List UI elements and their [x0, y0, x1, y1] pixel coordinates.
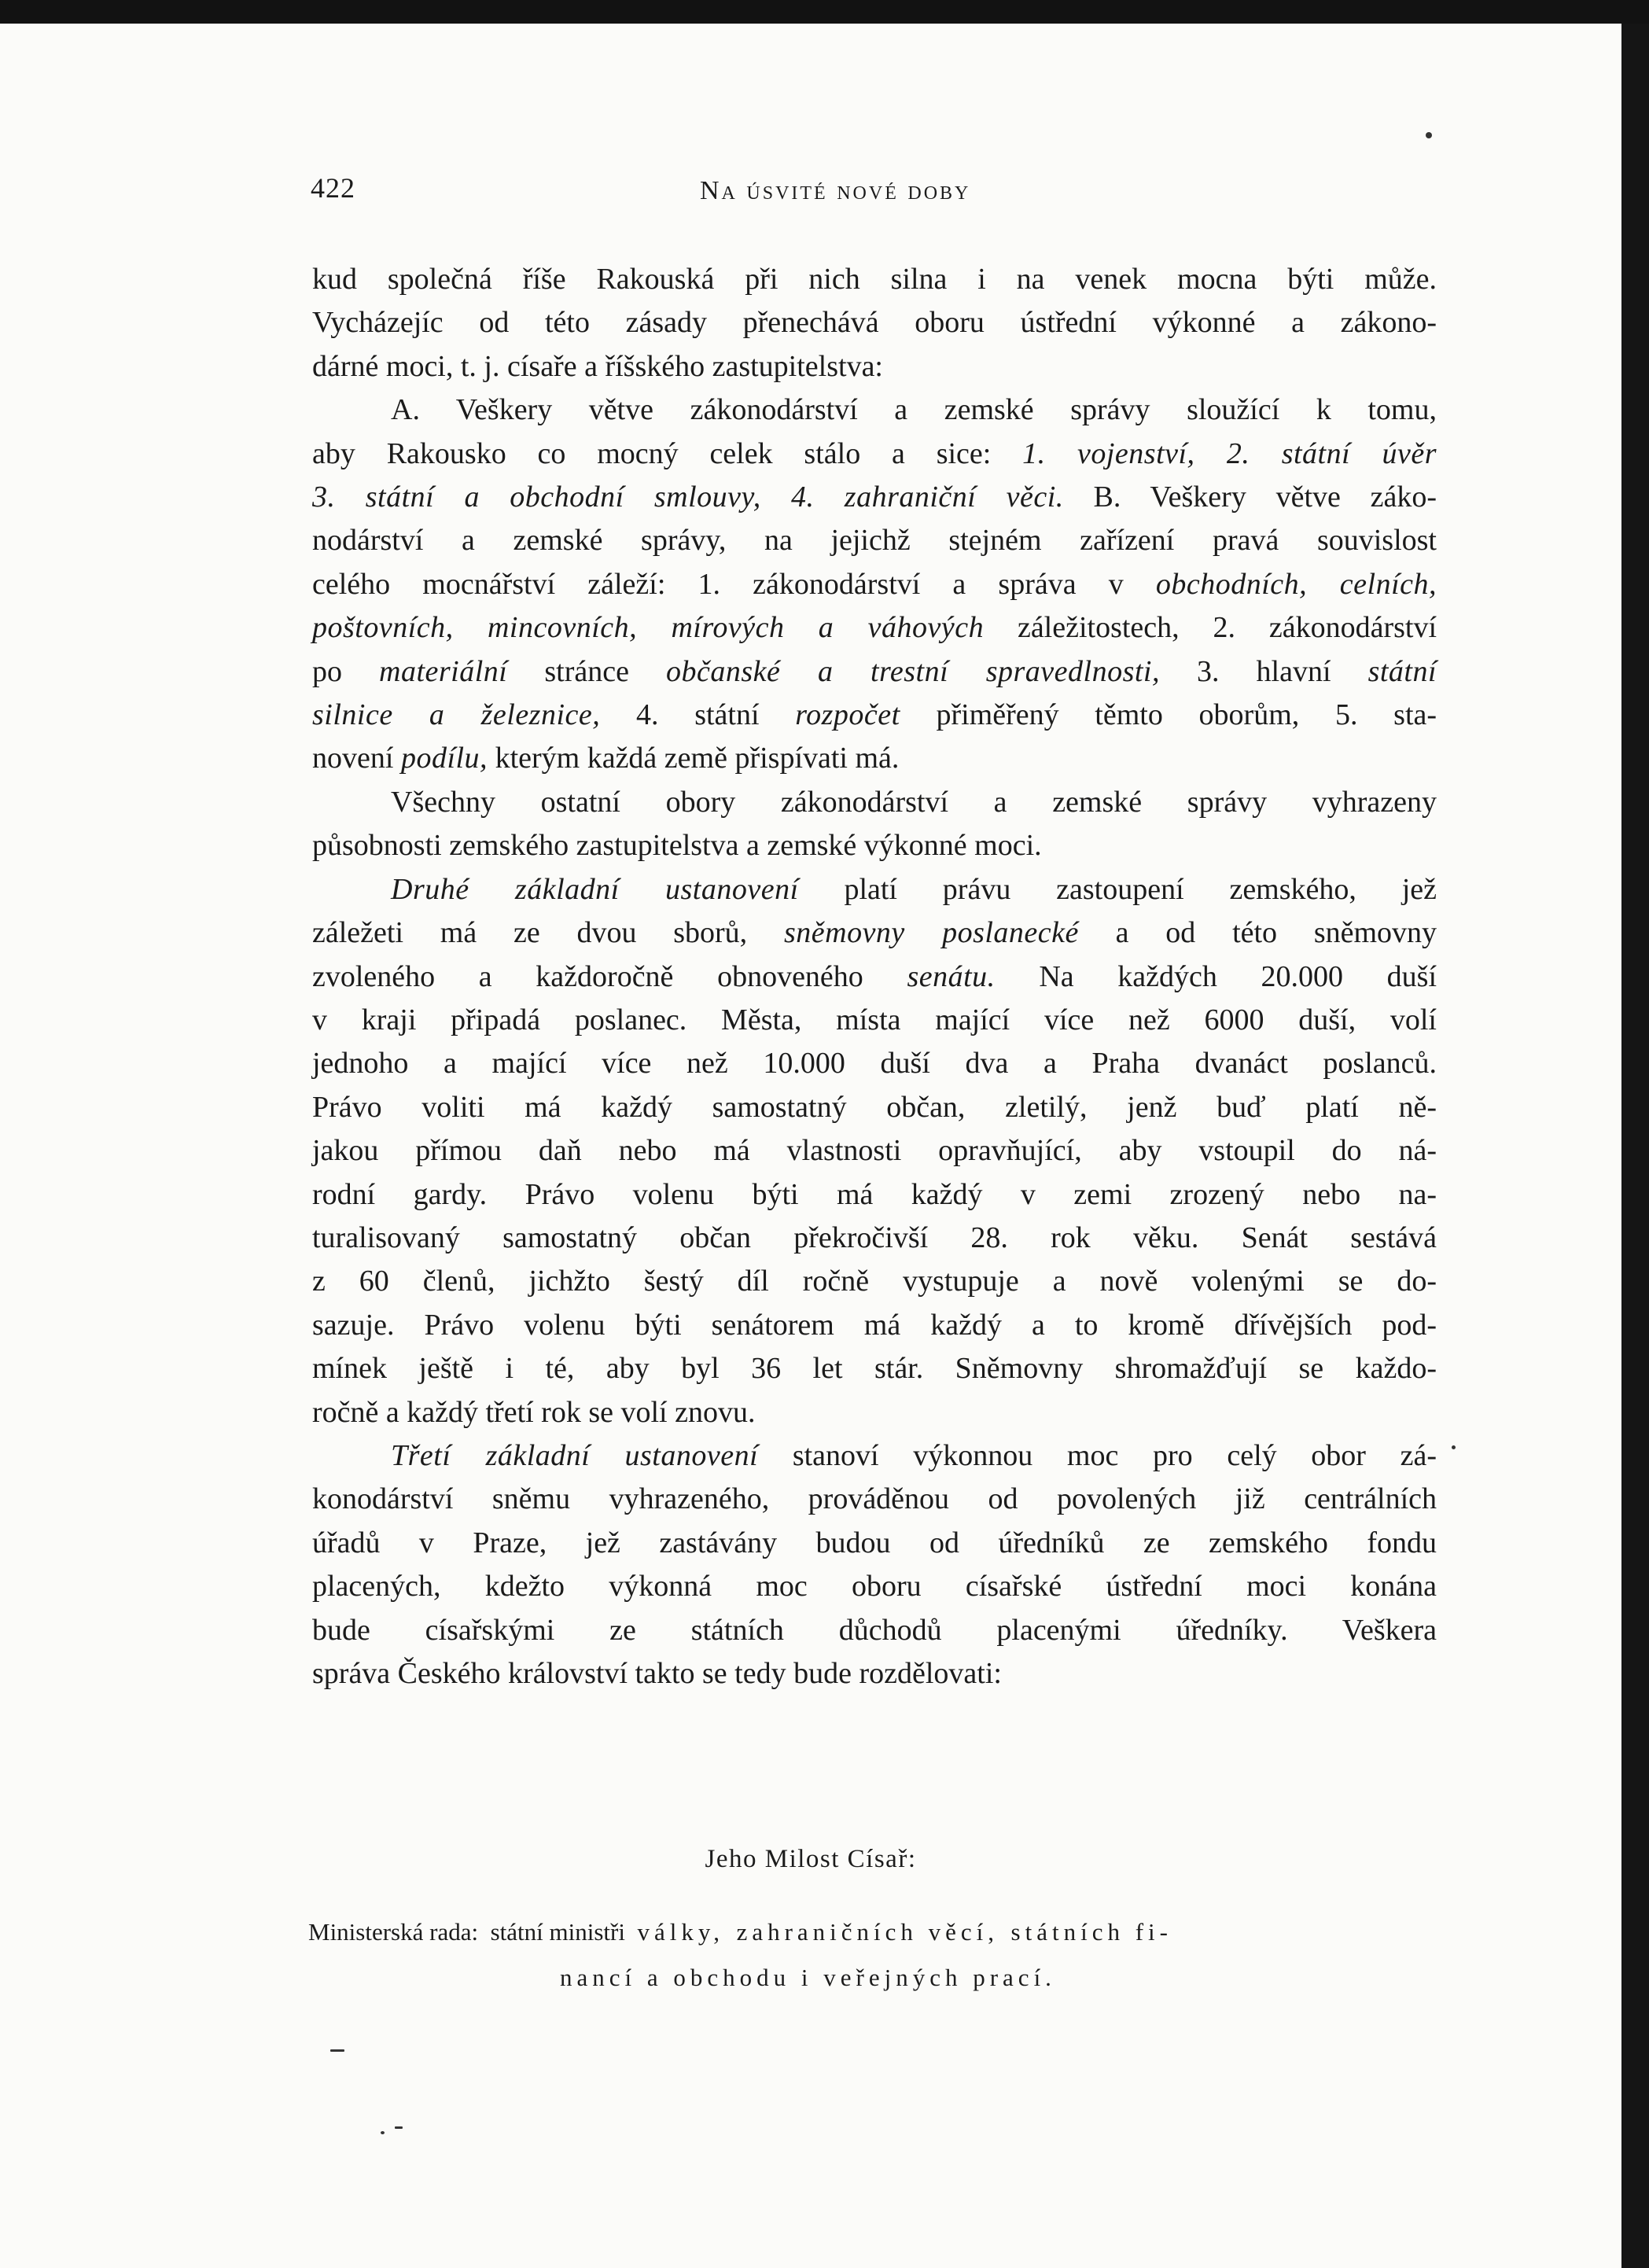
text-line: z 60 členů, jichžto šestý díl ročně vystupuje a nově volenými se do- — [312, 1265, 1437, 1298]
text-line: turalisovaný samostatný občan překročivší 28. rok věku. Senát sestává — [312, 1221, 1437, 1254]
page-number: 422 — [311, 172, 355, 204]
italic-term: Druhé základní ustanovení — [391, 872, 799, 906]
text-line: nodárství a zemské správy, na jejichž stejném zařízení pravá souvislost — [312, 524, 1437, 558]
text-line: rodní gardy. Právo volenu býti má každý v zemi zrozený nebo na- — [312, 1177, 1437, 1211]
text-line — [312, 606, 1437, 650]
text-line — [312, 650, 1437, 694]
italic-term: silnice a železnice, — [312, 698, 601, 732]
italic-term: státní — [1367, 654, 1437, 688]
text-line: jakou přímou daň nebo má vlastnosti opravňující, aby vstoupil do ná- — [312, 1134, 1437, 1168]
ministry-council — [308, 1909, 1441, 2001]
ministry-state: státních fi- — [1010, 1918, 1172, 1946]
text-line: ročně a každý třetí rok se volí znovu. — [312, 1395, 756, 1429]
text-line: v kraji připadá poslanec. Města, místa mající více než 6000 duší, volí — [312, 1003, 1437, 1036]
scan-speck — [330, 2049, 344, 2052]
italic-term: 1. vojenství, 2. státní úvěr — [1022, 436, 1437, 470]
emperor-heading: Jeho Milost Císař: — [705, 1845, 917, 1873]
ministry-lead: státní ministři — [490, 1918, 625, 1946]
italic-term: poštovních, mincovních, mírových a váhových — [312, 611, 985, 645]
text-segment: stanoví výkonnou moc pro celý obor zá- — [792, 1438, 1437, 1472]
ministry-label: Ministerská rada: — [308, 1918, 479, 1946]
text-segment: stránce — [544, 654, 629, 688]
text-line: mínek ještě i té, aby byl 36 let stár. Sněmovny shromažďují se každo- — [312, 1352, 1437, 1386]
ministry-war: války, — [637, 1918, 725, 1946]
text-line — [312, 1434, 1437, 1478]
text-line: jednoho a mající více než 10.000 duší dva a Praha dvanáct poslanců. — [312, 1047, 1437, 1081]
text-line — [312, 737, 1437, 780]
italic-term: rozpočet — [795, 698, 900, 732]
ministry-line-2: nancí a obchodu i veřejných prací. — [560, 1964, 1056, 1991]
text-line: sazuje. Právo volenu býti senátorem má každý a to kromě dřívějších pod- — [312, 1308, 1437, 1342]
text-line: dárné moci, t. j. císaře a říšského zastupitelstva: — [312, 349, 883, 383]
scan-edge — [1621, 24, 1649, 2268]
text-segment: přiměřený těmto oborům, 5. sta- — [936, 698, 1437, 732]
text-segment: 4. státní — [635, 698, 760, 732]
text-segment: celého mocnářství záleží: 1. zákonodárství a správa v — [312, 567, 1124, 601]
text-line — [312, 433, 1437, 476]
text-line — [312, 955, 1437, 999]
italic-term: Třetí základní ustanovení — [391, 1438, 759, 1472]
text-line: konodárství sněmu vyhrazeného, prováděnou od povolených již centrálních — [312, 1482, 1437, 1516]
text-segment: záležeti má ze dvou sborů, — [312, 916, 748, 950]
italic-term: sněmovny poslanecké — [783, 916, 1079, 950]
scan-speck — [395, 2126, 403, 2129]
page-header — [0, 171, 1621, 219]
text-segment: 3. hlavní — [1197, 654, 1331, 688]
text-line: Právo voliti má každý samostatný občan, zletilý, jenž buď platí ně- — [312, 1090, 1437, 1124]
text-segment: a od této sněmovny — [1115, 916, 1437, 950]
italic-term: senátu. — [907, 959, 996, 993]
text-line: placených, kdežto výkonná moc oboru císařské ústřední moci konána — [312, 1570, 1437, 1603]
text-segment: záležitostech, 2. zákonodárství — [1017, 611, 1437, 645]
scan-speck — [381, 2131, 385, 2134]
text-line: Vycházejíc od této zásady přenechává oboru ústřední výkonné a zákono- — [312, 306, 1437, 340]
italic-term: podílu, — [400, 742, 488, 775]
text-segment: B. Veškery větve záko- — [1093, 480, 1437, 514]
text-line — [312, 911, 1437, 955]
scan-speck — [1426, 132, 1432, 138]
text-line — [312, 868, 1437, 911]
text-segment: kterým každá země přispívati má. — [495, 742, 900, 775]
italic-term: obchodních, celních, — [1155, 567, 1437, 601]
text-line: A. Veškery větve zákonodárství a zemské správy sloužící k tomu, — [391, 393, 1437, 427]
text-segment: po — [312, 654, 342, 688]
italic-term: materiální — [379, 654, 508, 688]
ministry-foreign: zahraničních věcí, — [736, 1918, 999, 1946]
text-line — [312, 476, 1437, 519]
text-line: bude císařskými ze státních důchodů placenými úředníky. Veškera — [312, 1613, 1437, 1647]
text-line: působnosti zemského zastupitelstva a zemské výkonné moci. — [312, 829, 1042, 863]
text-line — [312, 694, 1437, 737]
text-line: úřadů v Praze, jež zastávány budou od úředníků ze zemského fondu — [312, 1526, 1437, 1559]
text-segment: zvoleného a každoročně obnoveného — [312, 959, 863, 993]
text-line: Všechny ostatní obory zákonodárství a zemské správy vyhrazeny — [391, 785, 1437, 819]
scan-speck — [1452, 1445, 1456, 1449]
text-segment: novení — [312, 742, 394, 775]
body-text — [312, 258, 1437, 1695]
italic-term: 3. státní a obchodní smlouvy, 4. zahraniční věci. — [312, 480, 1064, 514]
text-segment: Na každých 20.000 duší — [1039, 959, 1437, 993]
text-segment: platí právu zastoupení zemského, jež — [844, 872, 1437, 906]
italic-term: občanské a trestní spravedlnosti, — [666, 654, 1160, 688]
ministry-line — [308, 1909, 1441, 1955]
running-title: Na úsvité nové doby — [700, 176, 971, 205]
text-line: kud společná říše Rakouská při nich silna i na venek mocna býti může. — [312, 263, 1437, 296]
text-line: správa Českého království takto se tedy bude rozdělovati: — [312, 1657, 1002, 1690]
text-segment: aby Rakousko co mocný celek stálo a sice: — [312, 436, 992, 470]
text-line — [312, 563, 1437, 606]
